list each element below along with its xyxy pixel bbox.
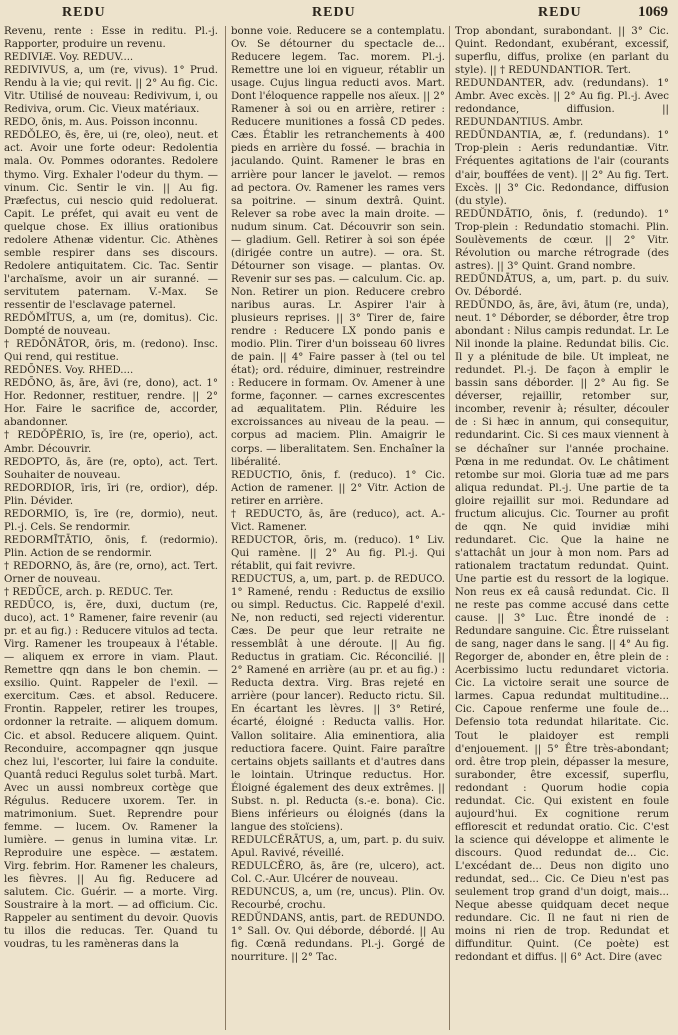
dictionary-entry: REDŪCO, is, ĕre, duxi, ductum (re, duco), act. 1° Ramener, faire revenir (au pr. et au fig.) : Reducere vitulos ad tecta. Virg. Ramener les troupeaux à l'étable. — aliquem ex errore in viam. Plaut. Remettre qqn dans le bon chemin. — exsilio. Quint. Rappeler de l'exil. — exercitum. Cæs. et absol. Reducere. Frontin. Rappeler, retirer les troupes, ordonner la retraite. — aliquem domum. Cic. et absol. Reducere aliquem. Quint. Reconduire, accompagner qqn jusque chez lui, l'escorter, lui faire la conduite. Quantâ reduci Regulus solet turbâ. Mart. Avec un aussi nombreux cortège que Régulus. Reducere uxorem. Ter. in matrimonium. Suet. Reprendre pour femme. — lucem. Ov. Ramener la lumière. — genus in lumina vitæ. Lr. Reproduire une espèce. — æstatem. Virg. febrim. Hor. Ramener les chaleurs, les fièvres. || Au fig. Reducere ad salutem. Cic. Guérir. — a morte. Virg. Soustraire à la mort. — ad officium. Cic. Rappeler au sentiment du devoir. Quovis tu illos die reducas. Ter. Quand tu voudras, tu les ramèneras dans la [4,600,218,951]
dictionary-entry: REDORMĪTĀTIO, ōnis, f. (redormio). Plin. Action de se rendormir. [4,534,218,559]
dictionary-entry: REDUNDANTER, adv. (redundans). 1° Ambr. Avec excès. || 2° Au fig. Pl.-j. Avec redondance, diffusion. || REDUNDANTIUS. Ambr. [455,78,669,129]
dictionary-entry: Revenu, rente : Esse in reditu. Pl.-j. Rapporter, produire un revenu. [4,26,218,51]
column-3 [455,25,669,1031]
dictionary-entry: † REDUCTO, ās, āre (reduco), act. A.-Vict. Ramener. [231,508,445,533]
dictionary-entry: REDORDIOR, īris, īri (re, ordior), dép. Plin. Dévider. [4,482,218,507]
dictionary-entry: REDŬNDANTIA, æ, f. (redundans). 1° Trop-plein : Aeris redundantiæ. Vitr. Fréquentes agitations de l'air (courants d'air, bouffées de vent). || 2° Au fig. Tert. Excès. || 3° Cic. Redondance, diffusion (du style). [455,130,669,207]
running-header [0,2,678,24]
dictionary-entry: REDIVIÆ. Voy. REDUV.... [4,52,134,64]
dictionary-entry: † REDŎPĔRIO, īs, īre (re, operio), act. Ambr. Découvrir. [4,430,218,455]
header-center-word: REDU [312,5,356,20]
dictionary-entry: Trop abondant, surabondant. || 3° Cic. Quint. Redondant, exubérant, excessif, superflu, diffus, prolixe (en parlant du style). || † REDUNDANTIOR. Tert. [455,26,669,77]
dictionary-entry: REDŎMĬTUS, a, um (re, domitus). Cic. Dompté de nouveau. [4,313,218,338]
dictionary-entry: REDIVIVUS, a, um (re, vivus). 1° Prud. Rendu à la vie; qui revit. || 2° Au fig. Cic. Vitr. Utilisé de nouveau: Redivivum, i, ou Rediviva, orum. Cic. Vieux matériaux. [4,65,218,116]
dictionary-entry: REDUCTUS, a, um, part. p. de REDUCO. 1° Ramené, rendu : Reductus de exsilio ou simpl. Reductus. Cic. Rappelé d'exil. Ne, non reducti, sed rejecti viderentur. Cæs. De peur que leur retraite ne ressemblât à une déroute. || Au fig. Reductus in gratiam. Cic. Réconcilié. || 2° Ramené en arrière (au pr. et au fig.) : Reducta dextra. Virg. Bras rejeté en arrière (pour lancer). Reducto rictu. Sil. En écartant les lèvres. || 3° Retiré, écarté, éloigné : Reducta vallis. Hor. Vallon solitaire. Alia eminentiora, alia reductiora facere. Quint. Faire paraître certains objets saillants et d'autres dans le lointain. Utrinque reductus. Hor. Éloigné également des deux extrêmes. || Subst. n. pl. Reducta (s.-e. bona). Cic. Biens inférieurs ou éloignés (dans la langue des stoïciens). [231,573,445,833]
dictionary-entry: REDŌNO, ās, āre, āvi (re, dono), act. 1° Hor. Redonner, restituer, rendre. || 2° Hor. Faire le sacrifice de, accorder, abandonner. [4,378,218,429]
column-1 [4,25,218,1031]
dictionary-entry: REDŌNES. Voy. RHED.... [4,365,134,377]
column-2 [231,25,445,1031]
dictionary-entry: REDŬNDO, ās, āre, āvi, ātum (re, unda), neut. 1° Déborder, se déborder, être trop abondant : Nilus campis redundat. Lr. Le Nil inonde la plaine. Redundat bilis. Cic. Il y a plénitude de bile. Ut impleat, ne redundet. Pl.-j. De façon à emplir le bassin sans déborder. || 2° Au fig. Se déverser, rejaillir, retomber sur, incomber, revenir à; résulter, découler de : Si hæc in annum, qui consequitur, redundarint. Cic. Si ces maux viennent à se déchaîner sur l'année prochaine. Pœna in me redundat. Ov. Le châtiment retombe sur moi. Gloria tuæ ad me pars aliqua redundat. Pl.-j. Une partie de ta gloire rejaillit sur moi. Redundare ad fructum alicujus. Cic. Tourner au profit de qqn. Ne quid invidiæ mihi redundaret. Cic. Que la haine ne s'attachât un jour à mon nom. Pars ad rationalem tractatum redundat. Quint. Une partie est du ressort de la logique. Non reus ex eâ causâ redundat. Cic. Il ne reste pas comme accusé dans cette cause. || 3° Luc. Être inondé de : Redundare sanguine. Cic. Être ruisselant de sang, nager dans le sang. || 4° Au fig. Regorger de, abonder en, être plein de : Acerbissimo luctu redundaret victoria. Cic. La victoire serait une source de larmes. Capua redundat multitudine... Cic. Capoue renferme une foule de... Defensio tota redundat hilaritate. Cic. Tout le plaidoyer est rempli d'enjouement. || 5° Être très-abondant; ord. être trop plein, dépasser la mesure, surabonder, être excessif, superflu, redondant : Quorum hodie copia redundat. Cic. Qui existent en foule aujourd'hui. Ex cognitione rerum efflorescit et redundat oratio. Cic. C'est la science qui développe et alimente le discours. Quod redundat de... Cic. L'excédant de... Deus non digito uno redundat, sed... Cic. Ce Dieu n'est pas seulement trop grand d'un doigt, mais... Neque abesse quidquam decet neque redundare. Cic. Il ne faut ni rien de moins ni rien de trop. Redundat et diffunditur. Quint. (Ce poète) est redondant et diffus. || 6° Act. Dire (avec [455,299,669,964]
dictionary-entry: † REDŪCE, arch. p. REDUC. Ter. [4,587,174,599]
dictionary-entry: REDŎLEO, ēs, ēre, ui (re, oleo), neut. et act. Avoir une forte odeur: Redolentia mala. Ov. Pommes odorantes. Redolere thymo. Virg. Exhaler l'odeur du thym. — vinum. Cic. Sentir le vin. || Au fig. Præfectus, cui nescio quid redoluerat. Capit. Le préfet, qui avait eu vent de quelque chose. Ex illius orationibus redolere Athenæ videntur. Cic. Athènes semble respirer dans ses discours. Redolere antiquitatem. Cic. Tac. Sentir l'archaïsme, avoir un air suranné. — servitutem paternam. V.-Max. Se ressentir de l'esclavage paternel. [4,130,218,311]
dictionary-entry: REDO, ōnis, m. Aus. Poisson inconnu. [4,117,198,129]
column-divider [225,26,226,1030]
dictionary-entry: REDŬNDANS, antis, part. de REDUNDO. 1° Sall. Ov. Qui déborde, débordé. || Au fig. Cœnā redundans. Pl.-j. Gorgé de nourriture. || 2° Tac. [231,913,445,964]
dictionary-entry: REDULCĔRO, ās, āre (re, ulcero), act. Col. C.-Aur. Ulcérer de nouveau. [231,861,445,886]
dictionary-entry: REDŬNDĀTIO, ōnis, f. (redundo). 1° Trop-plein : Redundatio stomachi. Plin. Soulèvements de cœur. || 2° Vitr. Révolution ou marche rétrograde (des astres). || 3° Quint. Grand nombre. [455,208,669,272]
dictionary-entry: REDUCTIO, ōnis, f. (reduco). 1° Cic. Action de ramener. || 2° Vitr. Action de retirer en arrière. [231,469,445,507]
dictionary-entry: † REDORNO, ās, āre (re, orno), act. Tert. Orner de nouveau. [4,560,218,585]
header-left-word: REDU [62,5,106,20]
dictionary-entry: REDŬNDĀTUS, a, um, part. p. du suiv. Ov. Débordé. [455,273,669,298]
dictionary-entry: REDUNCUS, a, um (re, uncus). Plin. Ov. Recourbé, crochu. [231,887,445,912]
dictionary-entry: † REDŌNĀTOR, ōris, m. (redono). Insc. Qui rend, qui restitue. [4,339,218,364]
dictionary-entry: REDULCĔRĀTUS, a, um, part. p. du suiv. Apul. Ravivé, réveillé. [231,834,445,859]
dictionary-entry: REDUCTOR, ōris, m. (reduco). 1° Liv. Qui ramène. || 2° Au fig. Pl.-j. Qui rétablit, qui fait revivre. [231,534,445,572]
dictionary-entry: REDOPTO, ās, āre (re, opto), act. Tert. Souhaiter de nouveau. [4,456,218,481]
dictionary-entry: bonne voie. Reducere se a contemplatu. Ov. Se détourner du spectacle de... Reducere legem. Tac. morem. Pl.-j. Remettre une loi en vigueur, rétablir un usage. Cujus lingua reducti avos. Mart. Dont l'éloquence rappelle nos aïeux. || 2° Ramener à soi ou en arrière, retirer : Reducere munitiones a fossâ CD pedes. Cæs. Établir les retranchements à 400 pieds en arrière du fossé. — brachia in jaculando. Quint. Ramener le bras en arrière pour lancer le javelot. — remos ad pectora. Ov. Ramener les rames vers sa poitrine. — sinum dextrâ. Quint. Relever sa robe avec la main droite. — nudum sinum. Cat. Découvrir son sein. — gladium. Gell. Retirer à soi son épée (dirigée contre un autre). — ora. St. Détourner son visage. — plantas. Ov. Revenir sur ses pas. — calculum. Cic. ap. Non. Retirer un pion. Reducere crebro naribus auras. Lr. Aspirer l'air à plusieurs reprises. || 3° Tirer de, faire rendre : Reducere LX pondo panis e modio. Plin. Tirer d'un boisseau 60 livres de pain. || 4° Faire passer à (tel ou tel état); ord. réduire, diminuer, restreindre : Reducere in formam. Ov. Amener à une forme, façonner. — carnes excrescentes ad æqualitatem. Plin. Réduire les excroissances au niveau de la peau. — corpus ad maciem. Plin. Amaigrir le corps. — liberalitatem. Sen. Enchaîner la libéralité. [231,26,445,468]
header-right-word: REDU [538,5,582,20]
column-divider [449,26,450,1030]
page-number: 1069 [638,4,668,20]
dictionary-entry: REDORMIO, īs, īre (re, dormio), neut. Pl.-j. Cels. Se rendormir. [4,508,218,533]
